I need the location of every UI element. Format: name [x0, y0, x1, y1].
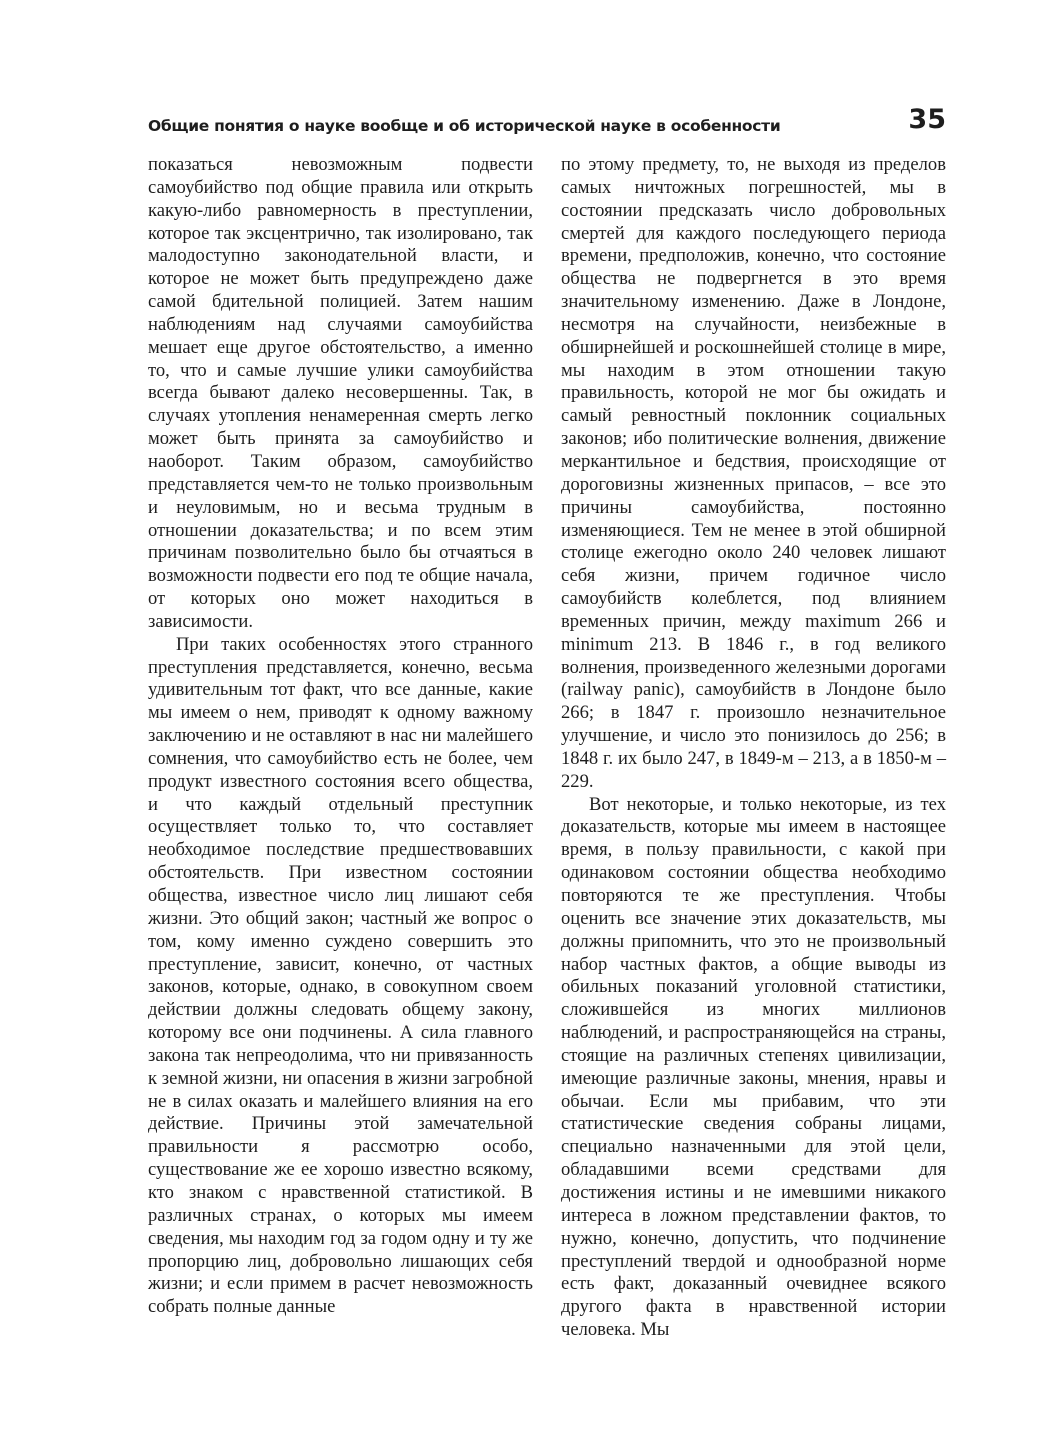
left-column: [148, 154, 533, 1319]
paragraph: Вот некоторые, и только некоторые, из тех доказательств, которые мы имеем в настоящее время, в пользу правильности, с какой при одинаковом состоянии общества необходимо повторяются те же преступления. Чтобы оценить все значение этих доказательств, мы должны припомнить, что это не произвольный набор частных фактов, а общие выводы из обильных показаний уголовной статистики, сложившейся из многих миллионов наблюдений, и распространяющейся на страны, стоящие на различных степенях цивилизации, имеющие различные законы, мнения, нравы и обычаи. Если мы прибавим, что эти статистические сведения собраны лицами, специально назначенными для этой цели, обладавшими всеми средствами для достижения истины и не имевшими никакого интереса в ложном представлении фактов, то нужно, конечно, допустить, что подчинение преступлений твердой и однообразной норме есть факт, доказанный очевиднее всякого другого факта в нравственной истории человека. Мы: [561, 793, 946, 1341]
paragraph: показаться невозможным подвести самоубийство под общие правила или открыть какую-либо равномерность в преступлении, которое так эксцентрично, так изолировано, так малодоступно законодательной власти, и которое не может быть предупреждено даже самой бдительной полицией. Затем нашим наблюдениям над случаями самоубийства мешает еще другое обстоятельство, а именно то, что и самые лучшие улики самоубийства всегда бывают далеко несовершенны. Так, в случаях утопления ненамеренная смерть легко может быть принята за самоубийство и наоборот. Таким образом, самоубийство представляется чем-то не только произвольным и неуловимым, но и весьма трудным в отношении доказательства; и по всем этим причинам позволительно было бы отчаяться в возможности подвести его под те общие начала, от которых оно может находиться в зависимости.: [148, 154, 533, 632]
page-number: 35: [908, 104, 946, 135]
right-column: [561, 154, 946, 1342]
paragraph: по этому предмету, то, не выходя из пределов самых ничтожных погрешностей, мы в состоянии предсказать число добровольных смертей для каждого последующего периода времени, предположив, конечно, что состояние общества не подвергнется в это время значительному изменению. Даже в Лондоне, несмотря на случайности, неизбежные в обширнейшей и роскошнейшей столице в мире, мы находим в этом отношении такую правильность, которой не мог бы ожидать и самый ревностный поклонник социальных законов; ибо политические волнения, движение меркантильное и бедствия, происходящие от дороговизны жизненных припасов, – все это причины самоубийства, постоянно изменяющиеся. Тем не менее в этой обширной столице ежегодно около 240 человек лишают себя жизни, причем годичное число самоубийств колеблется, под влиянием временных причин, между maximum 266 и minimum 213. В 1846 г., в год великого волнения, произведенного железными дорогами (railway panic), самоубийств в Лондоне было 266; в 1847 г. произошло незначительное улучшение, и число это понизилось до 256; в 1848 г. их было 247, в 1849-м – 213, а в 1850-м – 229.: [561, 154, 946, 792]
running-header-title: Общие понятия о науке вообще и об исторической науке в особенности: [148, 117, 781, 135]
running-header: [148, 106, 946, 146]
paragraph: При таких особенностях этого странного преступления представляется, конечно, весьма удивительным тот факт, что все данные, какие мы имеем о нем, приводят к одному важному заключению и не оставляют в нас ни малейшего сомнения, что самоубийство есть не более, чем продукт известного состояния всего общества, и что каждый отдельный преступник осуществляет только то, что составляет необходимое последствие предшествовавших обстоятельств. При известном состоянии общества, известное число лиц лишают себя жизни. Это общий закон; частный же вопрос о том, кому именно суждено совершить это преступление, зависит, конечно, от частных законов, которые, однако, в совокупном своем действии должны следовать общему закону, которому все они подчинены. А сила главного закона так непреодолима, что ни привязанность к земной жизни, ни опасения в жизни загробной не в силах оказать и малейшего влияния на его действие. Причины этой замечательной правильности я рассмотрю особо, существование же ее хорошо известно всякому, кто знаком с нравственной статистикой. В различных странах, о которых мы имеем сведения, мы находим год за годом одну и ту же пропорцию лиц, добровольно лишающих себя жизни; и если примем в расчет невозможность собрать полные данные: [148, 633, 533, 1318]
